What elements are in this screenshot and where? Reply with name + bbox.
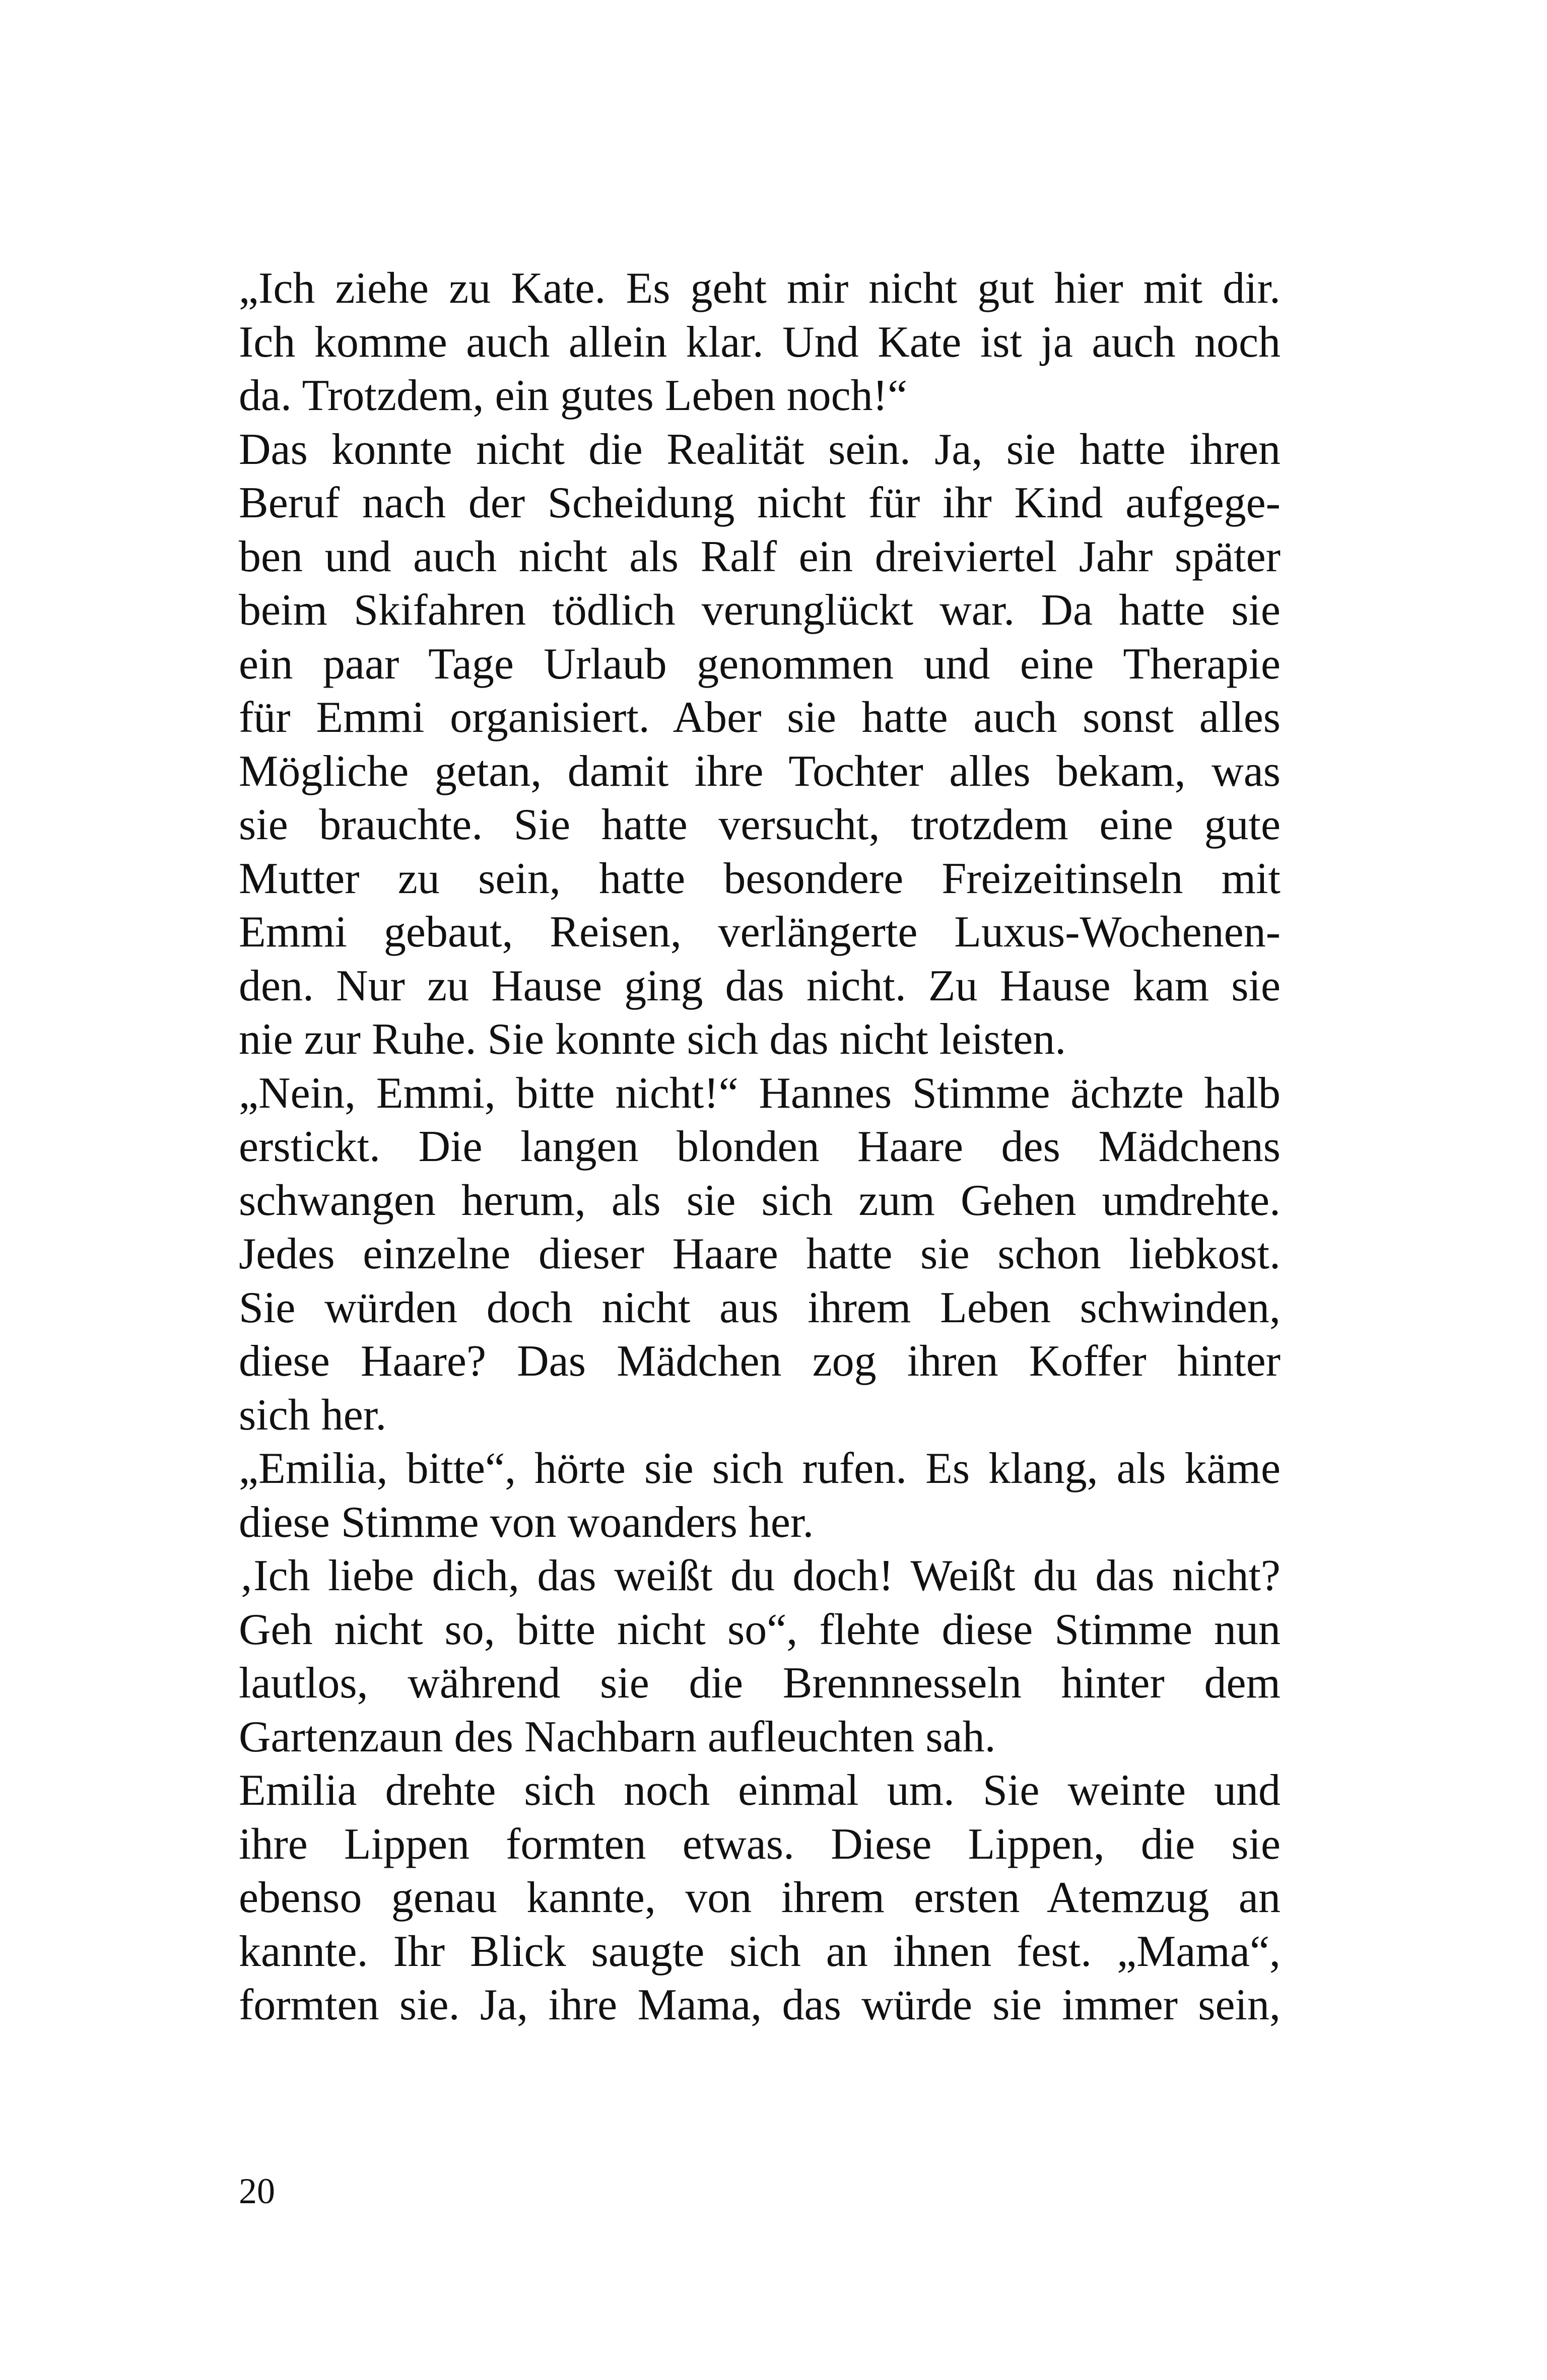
text-line: nie zur Ruhe. Sie konnte sich das nicht leisten. <box>239 1015 1066 1064</box>
text-line: für Emmi organisiert. Aber sie hatte auch sonst alles <box>239 693 1281 742</box>
text-line: ein paar Tage Urlaub genommen und eine Therapie <box>239 639 1281 689</box>
text-line: sich her. <box>239 1390 387 1440</box>
text-line: formten sie. Ja, ihre Mama, das würde sie immer sein, <box>239 1981 1281 2029</box>
text-line: kannte. Ihr Blick saugte sich an ihnen fest. „Mama“, <box>239 1927 1281 1976</box>
text-line: „Ich ziehe zu Kate. Es geht mir nicht gut hier mit dir. <box>239 264 1281 313</box>
text-line: Jedes einzelne dieser Haare hatte sie schon liebkost. <box>239 1230 1281 1278</box>
text-line: ‚Ich liebe dich, das weißt du doch! Weißt du das nicht? <box>239 1551 1281 1600</box>
text-line: diese Haare? Das Mädchen zog ihren Koffer hinter <box>239 1337 1281 1386</box>
text-line: Mögliche getan, damit ihre Tochter alles bekam, was <box>239 746 1281 796</box>
text-line: Ich komme auch allein klar. Und Kate ist ja auch noch <box>239 317 1281 367</box>
text-line: Geh nicht so, bitte nicht so“, flehte diese Stimme nun <box>239 1605 1281 1654</box>
text-line: ihre Lippen formten etwas. Diese Lippen, die sie <box>239 1819 1281 1869</box>
text-line: Sie würden doch nicht aus ihrem Leben schwinden, <box>239 1283 1281 1332</box>
text-line: den. Nur zu Hause ging das nicht. Zu Hause kam sie <box>239 961 1281 1010</box>
text-line: erstickt. Die langen blonden Haare des Mädchens <box>239 1122 1281 1171</box>
text-line: beim Skifahren tödlich verunglückt war. Da hatte sie <box>239 586 1281 635</box>
text-line: „Nein, Emmi, bitte nicht!“ Hannes Stimme ächzte halb <box>239 1068 1281 1118</box>
text-line: Das konnte nicht die Realität sein. Ja, sie hatte ihren <box>239 425 1281 474</box>
paragraph <box>239 1067 1281 1443</box>
text-line: Emmi gebaut, Reisen, verlängerte Luxus-Wochenen- <box>239 908 1281 957</box>
text-line: Beruf nach der Scheidung nicht für ihr Kind aufgege- <box>239 479 1281 527</box>
text-line: ben und auch nicht als Ralf ein dreiviertel Jahr später <box>239 532 1281 581</box>
text-line: Mutter zu sein, hatte besondere Freizeitinseln mit <box>239 854 1281 903</box>
text-line: Emilia drehte sich noch einmal um. Sie weinte und <box>239 1766 1281 1815</box>
paragraph <box>239 1549 1281 1764</box>
text-line: Gartenzaun des Nachbarn aufleuchten sah. <box>239 1712 996 1761</box>
text-line: da. Trotzdem, ein gutes Leben noch!“ <box>239 371 908 420</box>
paragraph <box>239 1442 1281 1549</box>
text-line: ebenso genau kannte, von ihrem ersten Atemzug an <box>239 1873 1281 1922</box>
text-line: lautlos, während sie die Brennnesseln hinter dem <box>239 1659 1281 1708</box>
text-line: schwangen herum, als sie sich zum Gehen umdrehte. <box>239 1176 1281 1225</box>
text-line: diese Stimme von woanders her. <box>239 1498 814 1547</box>
paragraph <box>239 423 1281 1067</box>
paragraph <box>239 262 1281 423</box>
page-number: 20 <box>239 2171 275 2211</box>
text-line: „Emilia, bitte“, hörte sie sich rufen. Es klang, als käme <box>239 1444 1281 1493</box>
text-line: sie brauchte. Sie hatte versucht, trotzdem eine gute <box>239 800 1281 849</box>
paragraph <box>239 1764 1281 2032</box>
body-text <box>239 262 1281 2032</box>
